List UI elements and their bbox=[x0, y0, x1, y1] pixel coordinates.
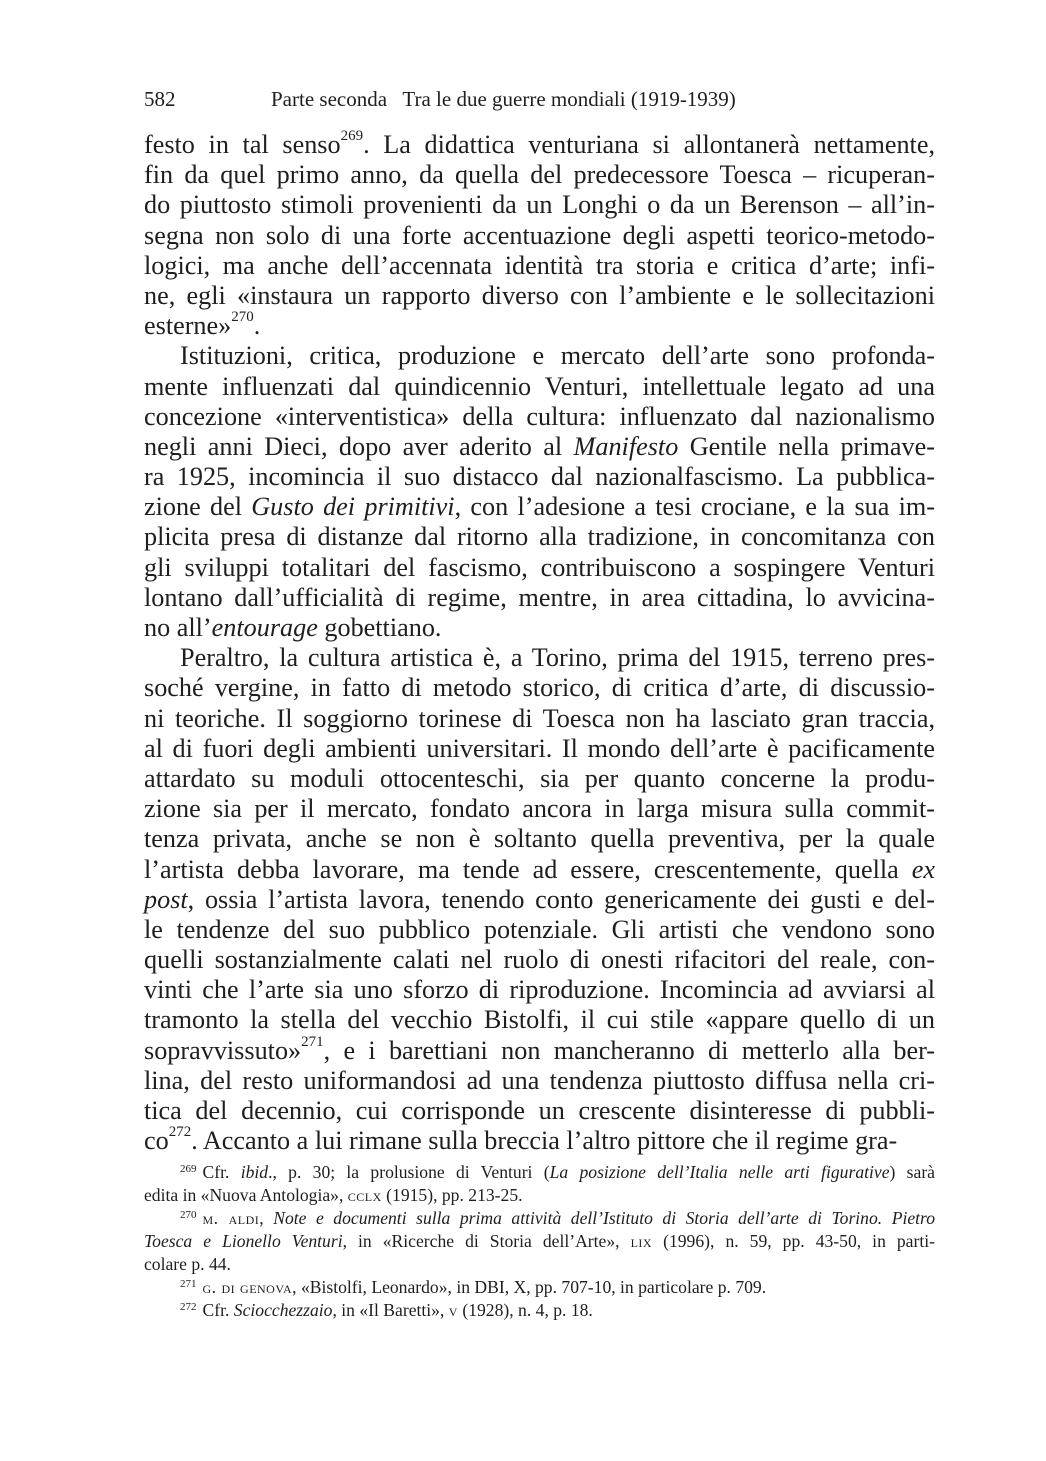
text-line bbox=[144, 583, 935, 613]
text-run: gli sviluppi totalitari del fascismo, contribuiscono a sospingere Venturi bbox=[144, 552, 935, 582]
text-run: fin da quel primo anno, da quella del predecessore Toesca – ricuperan- bbox=[144, 160, 935, 190]
text-line bbox=[144, 160, 935, 190]
text-run: Gentile nella primave- bbox=[678, 431, 935, 461]
text-line bbox=[144, 1096, 935, 1126]
text-line bbox=[144, 1066, 935, 1096]
text-run: tica del decennio, cui corrisponde un crescente disinteresse di pubbli- bbox=[144, 1096, 935, 1125]
text-line bbox=[144, 1005, 935, 1035]
text-run: concezione «interventistica» della cultura: influenzato dal nazionalismo bbox=[144, 401, 935, 431]
text-line bbox=[144, 130, 935, 160]
italic-text: Toesca e Lionello Venturi bbox=[144, 1231, 343, 1251]
footnotes bbox=[144, 1161, 935, 1322]
running-header bbox=[144, 84, 934, 114]
footnote-line bbox=[144, 1207, 935, 1230]
text-run: , in «Il Baretti», bbox=[332, 1300, 449, 1320]
text-line bbox=[144, 764, 935, 794]
text-line bbox=[144, 372, 935, 402]
text-line bbox=[144, 975, 935, 1005]
text-line bbox=[144, 553, 935, 583]
text-run: Cfr. bbox=[202, 1162, 241, 1182]
text-run: do piuttosto stimoli provenienti da un Longhi o da un Berenson – all’in- bbox=[144, 190, 935, 220]
text-line bbox=[144, 492, 935, 522]
text-line bbox=[144, 341, 935, 371]
footnote bbox=[144, 1161, 935, 1207]
italic-text: Gusto dei primitivi bbox=[251, 492, 455, 522]
text-run: soché vergine, in fatto di metodo storico, di critica d’arte, di discussio- bbox=[144, 673, 935, 703]
footnote-number: 271 bbox=[180, 1278, 197, 1290]
running-title: Parte seconda Tra le due guerre mondiali (1919-1939) bbox=[271, 87, 736, 111]
footnote-number: 270 bbox=[180, 1209, 197, 1221]
text-run: ra 1925, incomincia il suo distacco dal nazionalfascismo. La pubblica- bbox=[144, 462, 935, 492]
text-line bbox=[144, 402, 935, 432]
small-caps-text: v bbox=[448, 1300, 458, 1320]
text-run: . bbox=[253, 311, 261, 341]
paragraph bbox=[144, 130, 935, 341]
italic-text: entourage bbox=[211, 613, 318, 642]
footnote-line bbox=[144, 1230, 935, 1253]
footnote-line bbox=[144, 1253, 935, 1276]
text-line bbox=[144, 643, 935, 673]
text-line bbox=[144, 673, 935, 703]
footnote bbox=[144, 1276, 935, 1299]
text-line bbox=[144, 915, 935, 945]
text-run: lontano dall’ufficialità di regime, mentre, in area cittadina, lo avvicina- bbox=[144, 582, 935, 612]
text-run: mente influenzati dal quindicennio Venturi, intellettuale legato ad una bbox=[144, 371, 935, 401]
footnote-number: 269 bbox=[180, 1163, 197, 1175]
text-line bbox=[144, 251, 935, 281]
text-run: le tendenze del suo pubblico potenziale. Gli artisti che vendono sono bbox=[144, 914, 935, 944]
small-caps-text: lix bbox=[630, 1231, 653, 1251]
text-run: segna non solo di una forte accentuazione degli aspetti teorico-metodo- bbox=[144, 220, 935, 250]
footnote-reference: 269 bbox=[340, 128, 364, 145]
text-run: ., p. 30; la prolusione di Venturi ( bbox=[268, 1162, 550, 1182]
text-run: zione sia per il mercato, fondato ancora in larga misura sulla commit- bbox=[144, 794, 935, 824]
text-run: edita in «Nuova Antologia», bbox=[144, 1185, 348, 1205]
text-line bbox=[144, 855, 935, 885]
text-line bbox=[144, 1126, 935, 1156]
text-line bbox=[144, 281, 935, 311]
text-run: lina, del resto uniformandosi ad una tendenza piuttosto diffusa nella cri- bbox=[144, 1065, 935, 1095]
text-run: negli anni Dieci, dopo aver aderito al bbox=[144, 431, 574, 461]
text-run: gobettiano. bbox=[317, 613, 442, 642]
main-text bbox=[144, 130, 935, 1156]
text-run: logici, ma anche dell’accennata identità tra storia e critica d’arte; infi- bbox=[144, 250, 935, 280]
text-run: plicita presa di distanze dal ritorno alla tradizione, in concomitanza con bbox=[144, 522, 935, 552]
text-run: attardato su moduli ottocenteschi, sia per quanto concerne la produ- bbox=[144, 763, 935, 793]
small-caps-text: cclx bbox=[347, 1185, 382, 1205]
footnote-line bbox=[144, 1184, 935, 1207]
text-run: no all’ bbox=[144, 613, 212, 642]
text-run: , e i barettiani non mancheranno di metterlo alla ber- bbox=[323, 1035, 935, 1065]
footnote-line bbox=[144, 1276, 935, 1299]
text-run: colare p. 44. bbox=[144, 1254, 231, 1274]
text-run: ne, egli «instaura un rapporto diverso con l’ambiente e le sollecitazioni bbox=[144, 280, 935, 310]
text-run: ni teoriche. Il soggiorno torinese di Toesca non ha lasciato gran traccia, bbox=[144, 703, 935, 733]
text-run: Istituzioni, critica, produzione e mercato dell’arte sono profonda- bbox=[180, 341, 935, 371]
text-run: ) sarà bbox=[889, 1162, 935, 1182]
text-run: (1928), n. 4, p. 18. bbox=[457, 1300, 593, 1320]
text-line bbox=[144, 613, 935, 643]
text-line bbox=[144, 734, 935, 764]
text-run: co bbox=[144, 1126, 169, 1156]
text-line bbox=[144, 432, 935, 462]
text-run: esterne» bbox=[144, 311, 232, 341]
text-line bbox=[144, 794, 935, 824]
text-run: quelli sostanzialmente calati nel ruolo di onesti rifacitori del reale, con- bbox=[144, 945, 935, 975]
italic-text: La posizione dell’Italia nelle arti figurative bbox=[549, 1162, 890, 1182]
text-line bbox=[144, 704, 935, 734]
footnote-number: 272 bbox=[180, 1301, 197, 1313]
text-run: tramonto la stella del vecchio Bistolfi, il cui stile «appare quello di un bbox=[144, 1005, 935, 1035]
text-run: , «Bistolfi, Leonardo», in DBI, X, pp. 707-10, in particolare p. 709. bbox=[292, 1277, 767, 1297]
text-run: sopravvissuto» bbox=[144, 1035, 302, 1065]
footnote-line bbox=[144, 1299, 935, 1322]
text-line bbox=[144, 462, 935, 492]
text-line bbox=[144, 885, 935, 915]
text-line bbox=[144, 221, 935, 251]
small-caps-text: m. aldi bbox=[202, 1208, 260, 1228]
italic-text: Sciocchezzaio bbox=[233, 1300, 333, 1320]
text-run: Peraltro, la cultura artistica è, a Torino, prima del 1915, terreno pres- bbox=[180, 643, 935, 673]
text-line bbox=[144, 311, 935, 341]
italic-text: Note e documenti sulla prima attività dell’Istituto di Storia dell’arte di Torino. Pietro bbox=[273, 1208, 936, 1228]
italic-text: ibid bbox=[240, 1162, 269, 1182]
text-line bbox=[144, 945, 935, 975]
text-run: . Accanto a lui rimane sulla breccia l’altro pittore che il regime gra- bbox=[191, 1126, 898, 1156]
text-run: , con l’adesione a tesi crociane, e la sua im- bbox=[454, 492, 935, 522]
footnote-line bbox=[144, 1161, 935, 1184]
text-run: , in «Ricerche di Storia dell’Arte», bbox=[342, 1231, 631, 1251]
text-line bbox=[144, 190, 935, 220]
italic-text: post bbox=[144, 884, 188, 914]
footnote-reference: 272 bbox=[168, 1124, 192, 1141]
footnote-reference: 270 bbox=[231, 309, 254, 326]
text-run: vinti che l’arte sia uno sforzo di riproduzione. Incomincia ad avviarsi al bbox=[144, 975, 935, 1005]
text-run: al di fuori degli ambienti universitari. Il mondo dell’arte è pacificamente bbox=[144, 733, 935, 763]
text-run: (1915), pp. 213-25. bbox=[381, 1185, 523, 1205]
footnote bbox=[144, 1207, 935, 1276]
paragraph bbox=[144, 643, 935, 1156]
text-line bbox=[144, 1033, 935, 1066]
text-run: , bbox=[259, 1208, 274, 1228]
italic-text: ex bbox=[911, 854, 935, 884]
text-run: festo in tal senso bbox=[144, 130, 341, 159]
text-run: Cfr. bbox=[202, 1300, 234, 1320]
page-number: 582 bbox=[144, 87, 176, 111]
paragraph bbox=[144, 341, 935, 643]
text-run: zione del bbox=[144, 492, 252, 522]
text-run: tenza privata, anche se non è soltanto quella preventiva, per la quale bbox=[144, 824, 935, 854]
footnote-reference: 271 bbox=[301, 1033, 324, 1050]
text-run: . La didattica venturiana si allontanerà nettamente, bbox=[363, 130, 935, 159]
small-caps-text: g. di genova bbox=[202, 1277, 293, 1297]
footnote bbox=[144, 1299, 935, 1322]
text-run: (1996), n. 59, pp. 43-50, in parti- bbox=[652, 1231, 935, 1251]
text-run: l’artista debba lavorare, ma tende ad essere, crescentemente, quella bbox=[144, 854, 912, 884]
text-line bbox=[144, 824, 935, 854]
text-line bbox=[144, 522, 935, 552]
text-run: , ossia l’artista lavora, tenendo conto genericamente dei gusti e del- bbox=[187, 884, 935, 914]
italic-text: Manifesto bbox=[573, 431, 679, 461]
